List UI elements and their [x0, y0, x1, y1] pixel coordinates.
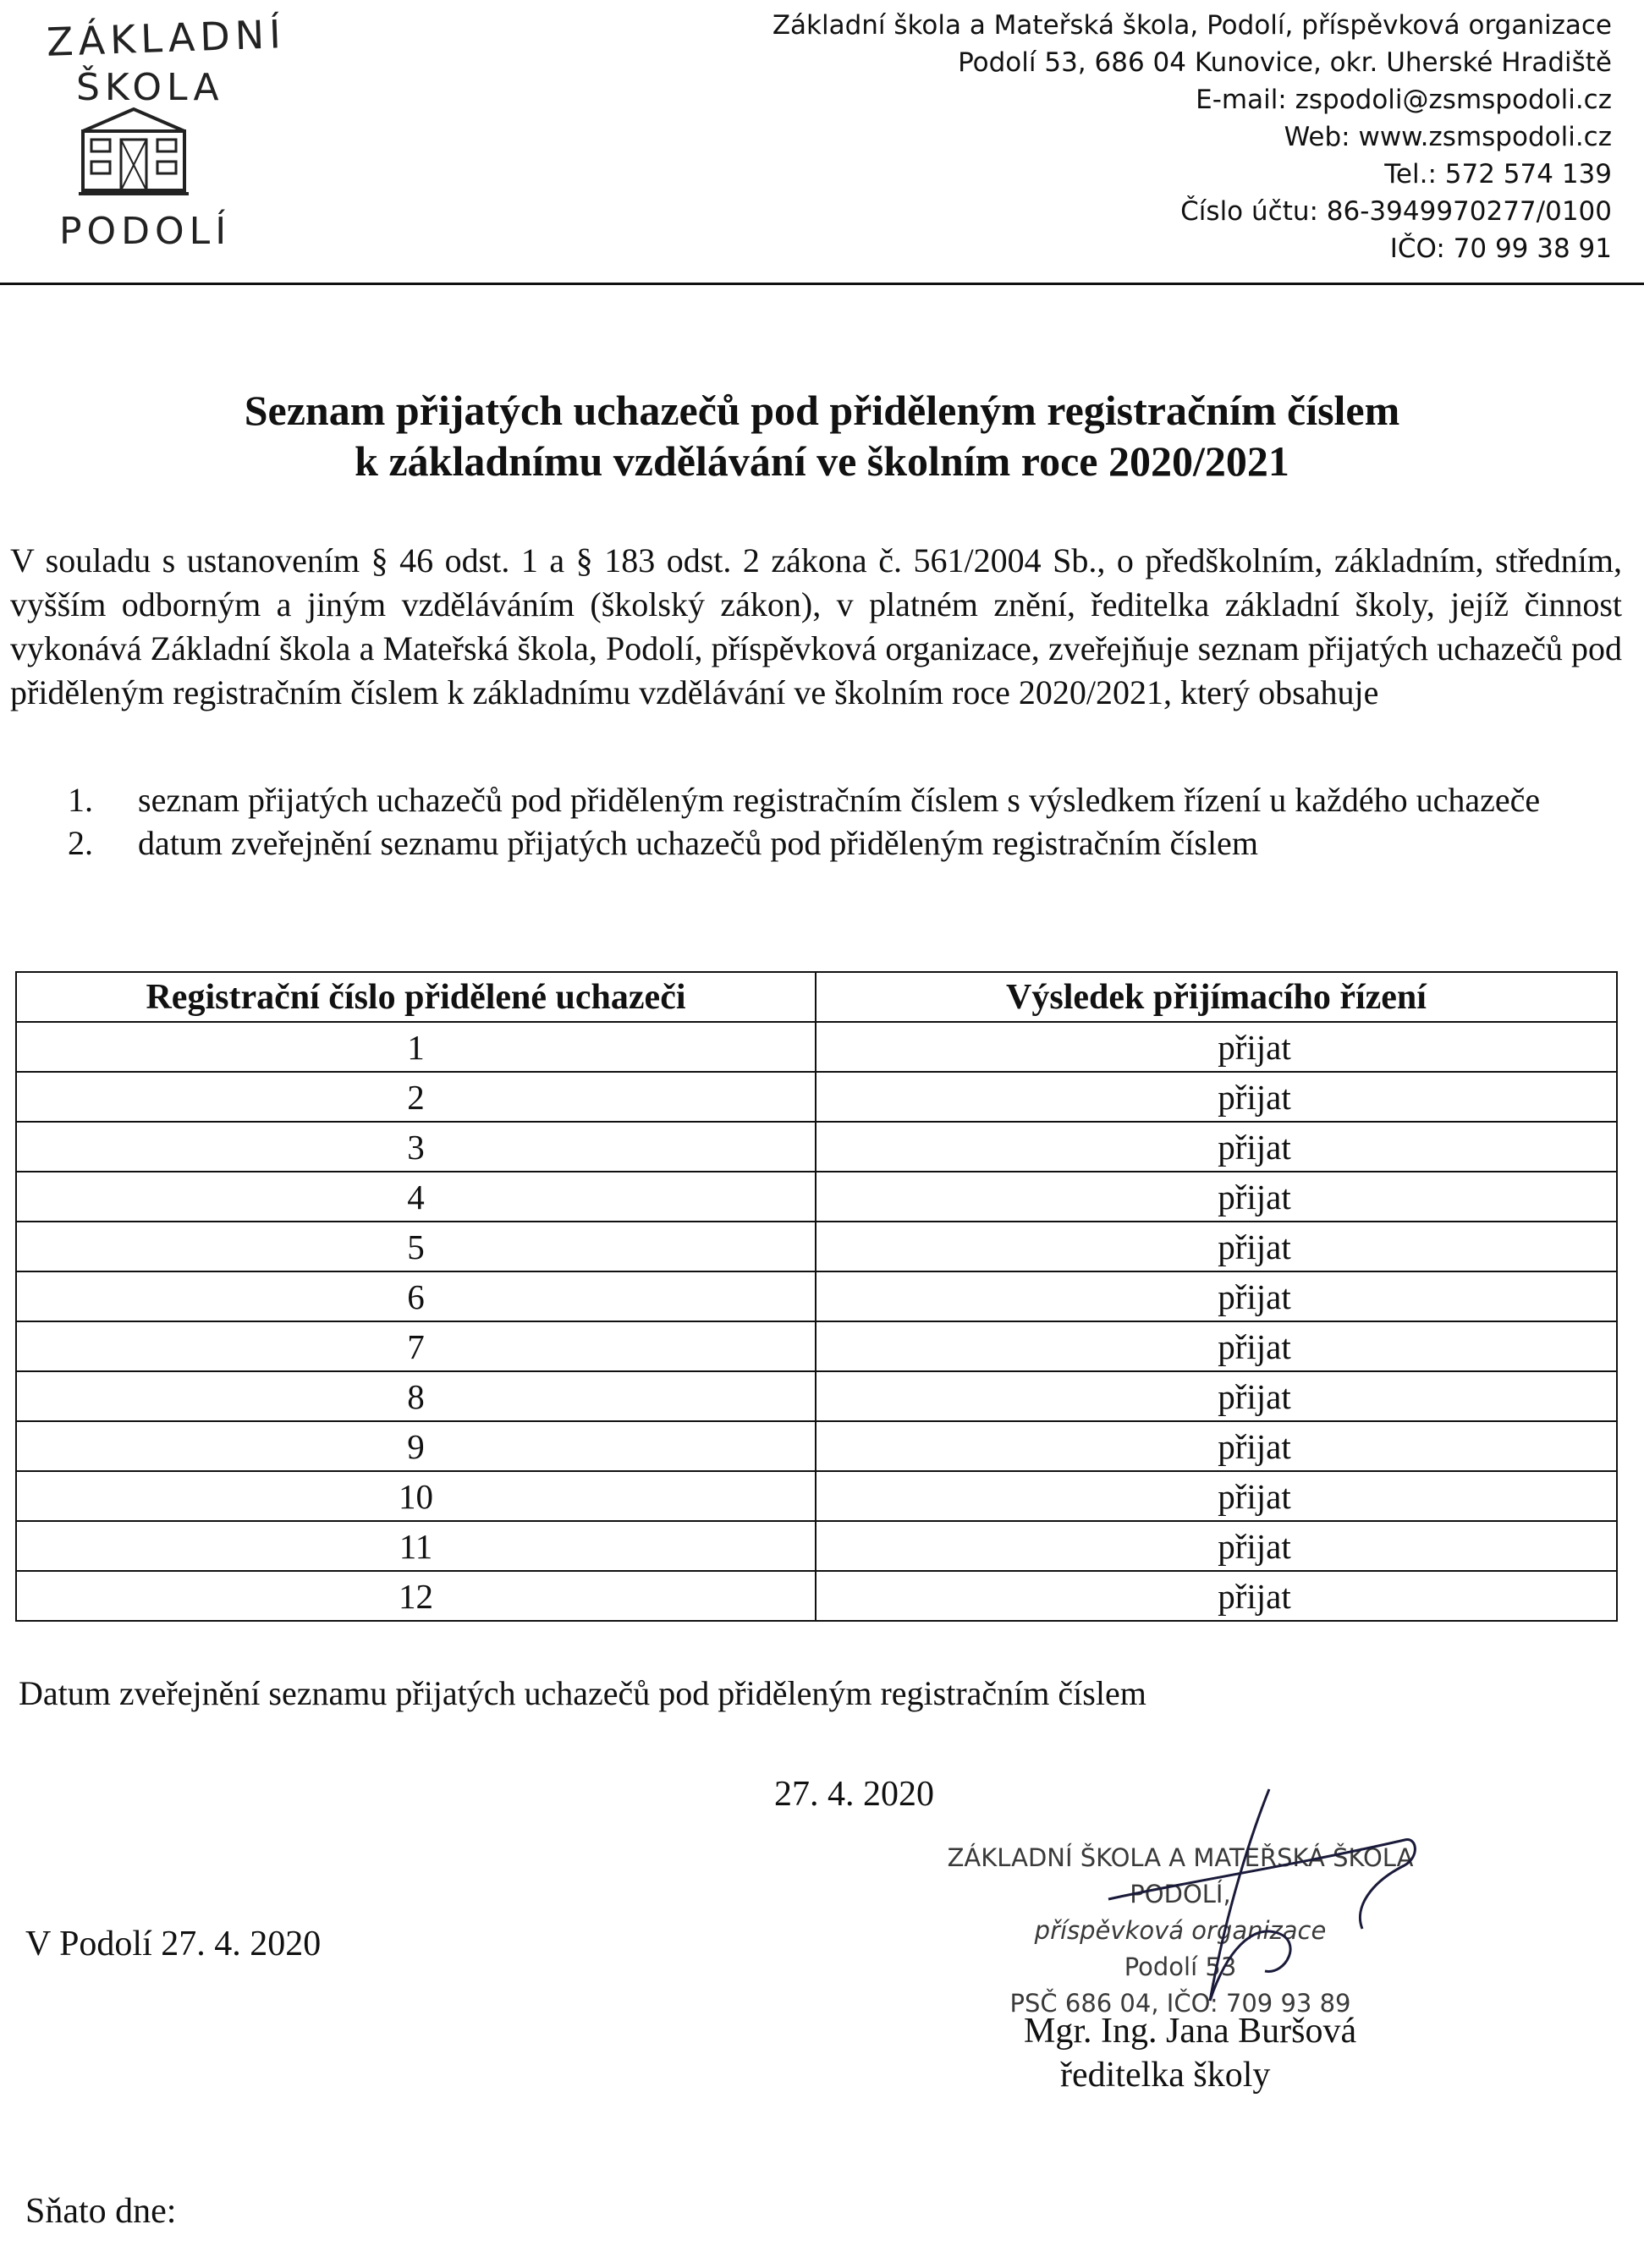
result: přijat [816, 1371, 1617, 1421]
registration-number: 11 [16, 1521, 816, 1571]
signer-role: ředitelka školy [1060, 2056, 1271, 2095]
place-and-date: V Podolí 27. 4. 2020 [25, 1925, 322, 1963]
signer-block [1024, 2009, 1356, 2097]
stamp-line2: PODOLÍ, [1130, 1880, 1231, 1908]
registration-number: 9 [16, 1421, 816, 1471]
document-title [0, 385, 1644, 486]
registration-number: 3 [16, 1122, 816, 1172]
header-divider [0, 283, 1644, 285]
school-building-icon [74, 106, 193, 199]
registration-number: 5 [16, 1222, 816, 1271]
registration-number: 12 [16, 1571, 816, 1621]
table-row [16, 1521, 1617, 1571]
registration-number: 2 [16, 1072, 816, 1122]
org-ico: IČO: 70 99 38 91 [1389, 233, 1612, 264]
org-phone: Tel.: 572 574 139 [1384, 159, 1612, 189]
table-row [16, 1421, 1617, 1471]
list-item-text: seznam přijatých uchazečů pod přiděleným registračním číslem s výsledkem řízení u každého uchazeče [138, 781, 1541, 819]
table-row [16, 1471, 1617, 1521]
result: přijat [816, 1022, 1617, 1072]
result: přijat [816, 1521, 1617, 1571]
registration-number: 7 [16, 1321, 816, 1371]
org-address: Podolí 53, 686 04 Kunovice, okr. Uherské Hradiště [958, 47, 1612, 78]
logo-text-line2: ŠKOLA [76, 66, 224, 109]
list-item-number: 2. [68, 824, 93, 862]
result: přijat [816, 1072, 1617, 1122]
table-row [16, 1222, 1617, 1271]
taken-down-label: Sňato dne: [25, 2192, 177, 2231]
org-account: Číslo účtu: 86-3949970277/0100 [1180, 196, 1612, 227]
stamp-line3: příspěvková organizace [1034, 1916, 1327, 1945]
org-email: E-mail: zspodoli@zsmspodoli.cz [1196, 85, 1612, 115]
logo-text-line1: ZÁKLADNÍ [46, 11, 287, 65]
stamp-line1: ZÁKLADNÍ ŠKOLA A MATEŘSKÁ ŠKOLA [947, 1843, 1414, 1872]
publication-date: 27. 4. 2020 [774, 1775, 934, 1814]
stamp-line4: Podolí 53 [1124, 1952, 1237, 1981]
header-result: Výsledek přijímacího řízení [816, 972, 1617, 1022]
registration-number: 8 [16, 1371, 816, 1421]
result: přijat [816, 1172, 1617, 1222]
letterhead [773, 7, 1612, 267]
org-web: Web: www.zsmspodoli.cz [1284, 122, 1612, 152]
table-row [16, 1271, 1617, 1321]
result: přijat [816, 1571, 1617, 1621]
table-row [16, 1172, 1617, 1222]
publication-date-label: Datum zveřejnění seznamu přijatých uchazečů pod přiděleným registračním číslem [19, 1674, 1146, 1712]
list-item [68, 821, 1625, 865]
contents-list [68, 778, 1625, 865]
table-row [16, 1321, 1617, 1371]
school-logo [34, 8, 287, 262]
table-row [16, 1072, 1617, 1122]
stamp-line5: PSČ 686 04, IČO: 709 93 89 [1009, 1989, 1351, 2018]
list-item [68, 778, 1625, 821]
logo-text-line3: PODOLÍ [59, 210, 232, 253]
result: přijat [816, 1321, 1617, 1371]
table-header-row [16, 972, 1617, 1022]
results-table [15, 971, 1618, 1622]
result: přijat [816, 1471, 1617, 1521]
table-row [16, 1571, 1617, 1621]
registration-number: 10 [16, 1471, 816, 1521]
list-item-text: datum zveřejnění seznamu přijatých uchazečů pod přiděleným registračním číslem [138, 824, 1258, 862]
registration-number: 6 [16, 1271, 816, 1321]
title-line2: k základnímu vzdělávání ve školním roce 2020/2021 [355, 437, 1289, 485]
result: přijat [816, 1421, 1617, 1471]
result: přijat [816, 1271, 1617, 1321]
list-item-number: 1. [68, 781, 93, 819]
table-row [16, 1122, 1617, 1172]
intro-paragraph: V souladu s ustanovením § 46 odst. 1 a § 183 odst. 2 zákona č. 561/2004 Sb., o předškolním, základním, středním, vyšším odborným a jiným vzděláváním (školský zákon), v platném znění, ředitelka základní školy, jejíž činnost vykonává Základní škola a Mateřská škola, Podolí, příspěvková organizace, zveřejňuje seznam přijatých uchazečů pod přiděleným registračním číslem k základnímu vzdělávání ve školním roce 2020/2021, který obsahuje [10, 541, 1622, 711]
table-row [16, 1371, 1617, 1421]
result: přijat [816, 1222, 1617, 1271]
result: přijat [816, 1122, 1617, 1172]
title-line1: Seznam přijatých uchazečů pod přiděleným registračním číslem [244, 387, 1400, 434]
org-name: Základní škola a Mateřská škola, Podolí, příspěvková organizace [772, 10, 1612, 41]
header-registration-number: Registrační číslo přidělené uchazeči [16, 972, 816, 1022]
handwritten-signature [1083, 1781, 1438, 2035]
signer-name: Mgr. Ing. Jana Buršová [1024, 2012, 1357, 2051]
table-row [16, 1022, 1617, 1072]
registration-number: 4 [16, 1172, 816, 1222]
registration-number: 1 [16, 1022, 816, 1072]
